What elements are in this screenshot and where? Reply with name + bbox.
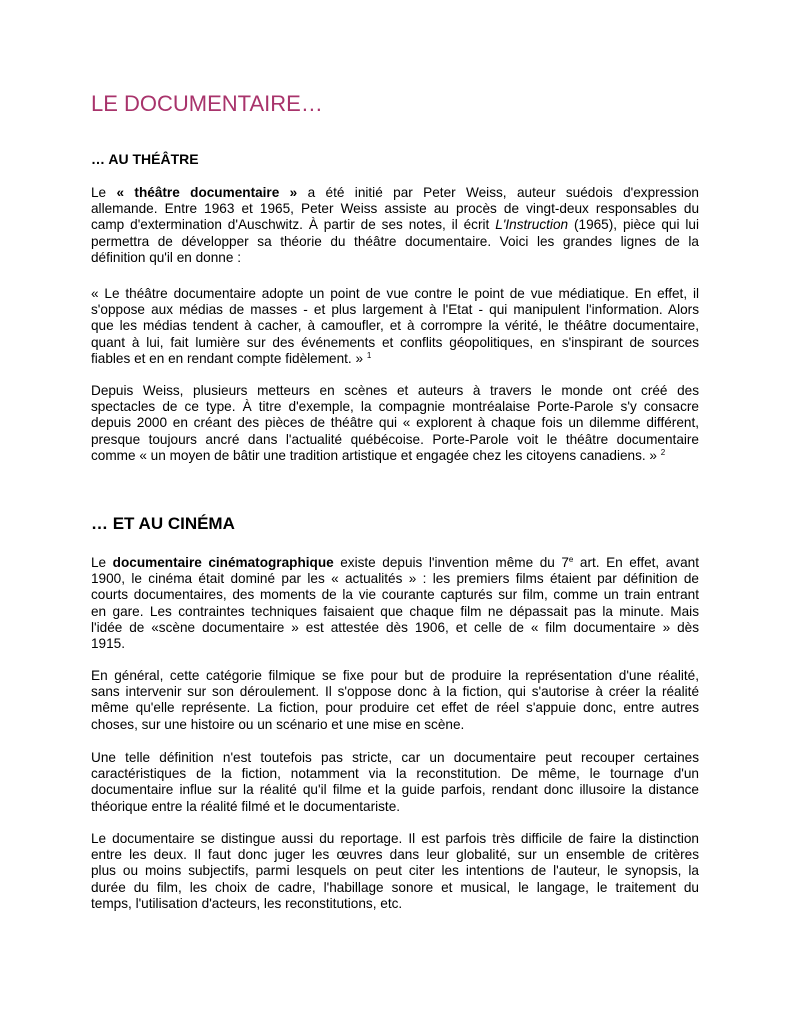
text-line: définition qu'il en donne : (91, 249, 241, 265)
text-line (91, 217, 699, 233)
text-line: durée du film, les choix de cadre, l'habillage sonore et musical, le langage, le traitement du (91, 879, 699, 895)
text-line: quant à lui, fait lumière sur des événements et conflits géopolitiques, en s'inspirant de sources (91, 334, 699, 350)
bold-term: « théâtre documentaire » (116, 185, 298, 200)
page-title: LE DOCUMENTAIRE… (91, 91, 323, 116)
text-line: 1915. (91, 636, 126, 652)
text-run: art. En effet, avant (573, 555, 699, 570)
text-line: allemande. Entre 1963 et 1965, Peter Weiss assiste au procès de vingt-deux responsables du (91, 201, 699, 217)
footnote-marker[interactable]: 1 (366, 350, 372, 360)
text-line (91, 555, 699, 571)
text-run: (1965), pièce qui lui (568, 217, 699, 233)
text-line: « Le théâtre documentaire adopte un point de vue contre le point de vue médiatique. En effet, il (91, 286, 699, 301)
text-line: s'oppose aux médias de masses - et plus largement à l'Etat - qui manipulent l'information. Alors (91, 302, 699, 318)
section-heading-cinema: … ET AU CINÉMA (91, 514, 235, 533)
italic-work-title: L'Instruction (495, 217, 569, 233)
paragraph-theatre-quote (91, 286, 699, 367)
text-line: Une telle définition n'est toutefois pas stricte, car un documentaire peut recouper certaines (91, 750, 699, 765)
text-line: Depuis Weiss, plusieurs metteurs en scènes et auteurs à travers le monde ont créé des (91, 383, 699, 398)
text-line: permettra de développer sa théorie du théâtre documentaire. Voici les grandes lignes de la (91, 233, 699, 249)
text-line: presque toujours ancré dans l'actualité québécoise. Porte-Parole voit le théâtre documentaire (91, 431, 699, 447)
paragraph-cinema-definition (91, 668, 699, 733)
text-line (91, 351, 699, 367)
paragraph-cinema-intro (91, 555, 699, 652)
footnote-marker[interactable]: 2 (660, 447, 666, 457)
text-line: depuis 2000 en créant des pièces de théâtre qui « explorent à chaque fois un dilemme différent, (91, 415, 699, 431)
text-run: camp d'extermination d'Auschwitz. À partir de ses notes, il écrit (91, 217, 496, 233)
text-line: 1900, le cinéma était dominé par les « actualités » : les premiers films étaient par définition de (91, 571, 699, 587)
paragraph-cinema-reportage (91, 831, 699, 912)
text-run: Le (91, 555, 113, 570)
text-line: en gare. Les contraintes techniques faisaient que chaque film ne dépassait pas la minute. Mais (91, 603, 699, 619)
text-line: plus ou moins subjectifs, parmi lesquels on peut citer les intentions de l'auteur, le synopsis, la (91, 863, 699, 879)
paragraph-theatre-intro (91, 185, 699, 266)
text-line: Le documentaire se distingue aussi du reportage. Il est parfois très difficile de faire la distinction (91, 831, 699, 846)
text-line: même qu'elle représente. La fiction, pour produire cet effet de réel s'appuie donc, entre autres (91, 700, 699, 716)
paragraph-theatre-weiss (91, 383, 699, 464)
paragraph-cinema-reconstitution (91, 750, 699, 815)
text-line: documentaire influe sur la réalité qu'il filme et la guide parfois, rendant donc illusoire la distance (91, 782, 699, 798)
text-line: l'idée de «scène documentaire » est attestée dès 1906, et celle de « film documentaire » dès (91, 619, 699, 635)
text-line: choses, sur une histoire ou un scénario et une mise en scène. (91, 716, 465, 732)
text-run: a été initié par Peter Weiss, auteur suédois d'expression (297, 185, 699, 200)
text-line: entre les deux. Il faut donc juger les œuvres dans leur globalité, sur un ensemble de critères (91, 847, 699, 863)
text-line (91, 185, 699, 201)
superscript: e (568, 555, 574, 564)
text-line (91, 448, 699, 464)
text-run: Le (91, 185, 117, 200)
text-run: comme « un moyen de bâtir une tradition artistique et engagée chez les citoyens canadiens. » (91, 447, 657, 463)
section-heading-theatre: … AU THÉÂTRE (91, 151, 199, 167)
text-line: caractéristiques de la fiction, notamment via la reconstitution. De même, le tournage d'un (91, 766, 699, 782)
text-line: En général, cette catégorie filmique se fixe pour but de produire la représentation d'une réalité, (91, 668, 699, 683)
text-line: sans intervenir sur son déroulement. Il s'oppose donc à la fiction, qui s'autorise à créer la réalité (91, 684, 699, 700)
text-line: temps, l'utilisation d'acteurs, les reconstitutions, etc. (91, 895, 403, 911)
text-line: théorique entre la réalité filmé et le documentariste. (91, 798, 401, 814)
text-run: fiables et en en rendant compte fidèlement. » (91, 350, 364, 366)
text-line: courts documentaires, des moments de la vie courante capturés sur film, comme un train entrant (91, 587, 699, 603)
text-line: spectacles de ce type. À titre d'exemple, la compagnie montréalaise Porte-Parole s'y consacre (91, 399, 699, 415)
bold-term: documentaire cinématographique (112, 555, 334, 570)
text-run: existe depuis l'invention même du 7 (333, 555, 569, 570)
text-line: que les médias tendent à cacher, à camoufler, et à corrompre la vérité, le théâtre documentaire, (91, 318, 699, 334)
